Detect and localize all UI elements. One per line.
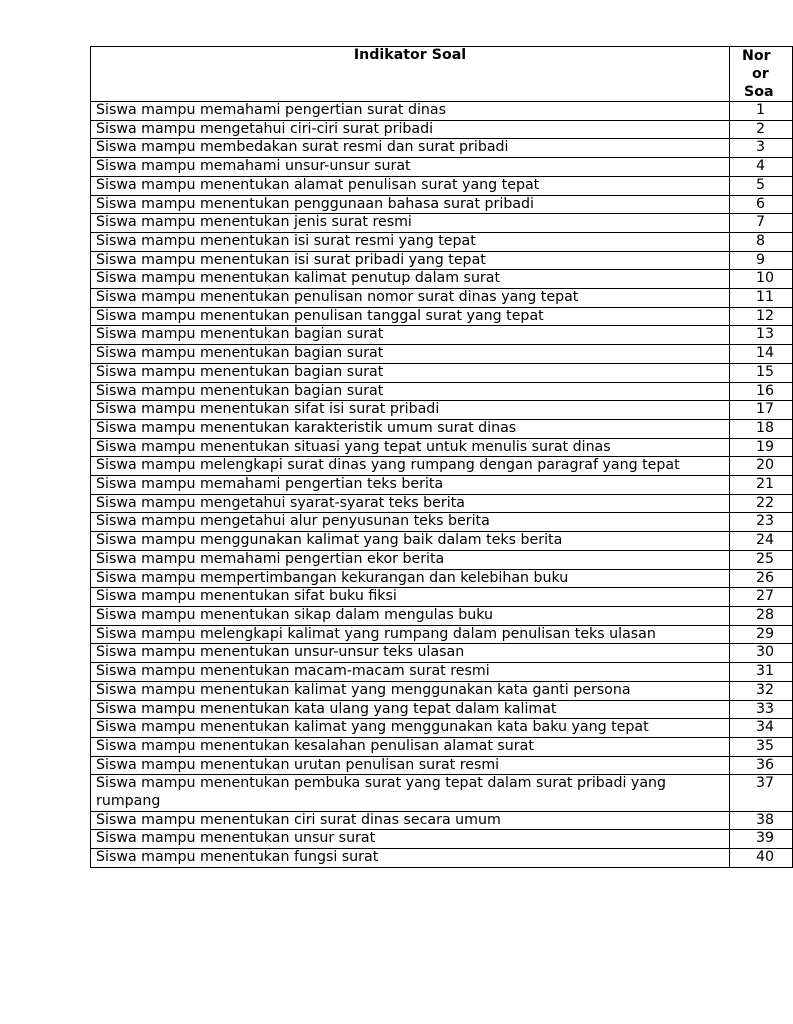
question-number-cell: 15 [730, 363, 793, 382]
indicator-table [90, 46, 793, 868]
table-row [91, 569, 793, 588]
table-row [91, 775, 793, 811]
indicator-cell: Siswa mampu menentukan alamat penulisan surat yang tepat [91, 176, 730, 195]
question-number-cell: 13 [730, 326, 793, 345]
question-number-cell: 11 [730, 289, 793, 308]
indicator-cell: Siswa mampu menentukan bagian surat [91, 363, 730, 382]
question-number-cell: 37 [730, 775, 793, 811]
indicator-cell: Siswa mampu memahami pengertian teks berita [91, 476, 730, 495]
table-row [91, 681, 793, 700]
table-row [91, 176, 793, 195]
indicator-cell: Siswa mampu menentukan kalimat yang menggunakan kata ganti persona [91, 681, 730, 700]
question-number-cell: 17 [730, 401, 793, 420]
indicator-cell: Siswa mampu membedakan surat resmi dan surat pribadi [91, 139, 730, 158]
question-number-cell: 26 [730, 569, 793, 588]
table-row [91, 289, 793, 308]
question-number-cell: 22 [730, 494, 793, 513]
indicator-cell: Siswa mampu mempertimbangan kekurangan dan kelebihan buku [91, 569, 730, 588]
table-row [91, 251, 793, 270]
question-number-cell: 25 [730, 550, 793, 569]
indicator-cell: Siswa mampu menentukan kalimat penutup dalam surat [91, 270, 730, 289]
table-row [91, 663, 793, 682]
question-number-column-header [730, 47, 793, 102]
question-number-cell: 38 [730, 811, 793, 830]
indicator-cell: Siswa mampu menentukan kalimat yang menggunakan kata baku yang tepat [91, 719, 730, 738]
question-number-cell: 31 [730, 663, 793, 682]
indicator-cell: Siswa mampu memahami unsur-unsur surat [91, 158, 730, 177]
question-number-cell: 19 [730, 438, 793, 457]
indicator-cell: Siswa mampu menentukan penulisan tanggal surat yang tepat [91, 307, 730, 326]
indicator-cell: Siswa mampu menentukan sifat isi surat pribadi [91, 401, 730, 420]
indicator-cell: Siswa mampu menentukan kata ulang yang tepat dalam kalimat [91, 700, 730, 719]
indicator-cell: Siswa mampu menentukan penggunaan bahasa surat pribadi [91, 195, 730, 214]
question-number-cell: 5 [730, 176, 793, 195]
table-row [91, 625, 793, 644]
number-header-line: or [752, 66, 769, 82]
question-number-cell: 39 [730, 830, 793, 849]
table-body [91, 102, 793, 868]
table-row [91, 419, 793, 438]
question-number-cell: 34 [730, 719, 793, 738]
table-row [91, 438, 793, 457]
question-number-cell: 4 [730, 158, 793, 177]
indicator-cell: Siswa mampu menentukan karakteristik umum surat dinas [91, 419, 730, 438]
indicator-column-header: Indikator Soal [91, 47, 730, 102]
indicator-cell: Siswa mampu menentukan urutan penulisan surat resmi [91, 756, 730, 775]
indicator-cell: Siswa mampu menentukan situasi yang tepat untuk menulis surat dinas [91, 438, 730, 457]
question-number-cell: 29 [730, 625, 793, 644]
indicator-cell: Siswa mampu menggunakan kalimat yang baik dalam teks berita [91, 532, 730, 551]
indicator-cell: Siswa mampu menentukan kesalahan penulisan alamat surat [91, 737, 730, 756]
table-row [91, 644, 793, 663]
table-row [91, 120, 793, 139]
question-number-cell: 23 [730, 513, 793, 532]
table-row [91, 849, 793, 868]
indicator-cell: Siswa mampu menentukan sikap dalam mengulas buku [91, 606, 730, 625]
table-row [91, 532, 793, 551]
indicator-cell: Siswa mampu menentukan penulisan nomor surat dinas yang tepat [91, 289, 730, 308]
indicator-cell: Siswa mampu melengkapi kalimat yang rumpang dalam penulisan teks ulasan [91, 625, 730, 644]
table-row [91, 700, 793, 719]
table-row [91, 363, 793, 382]
indicator-cell: Siswa mampu menentukan bagian surat [91, 345, 730, 364]
question-number-cell: 10 [730, 270, 793, 289]
table-row [91, 195, 793, 214]
question-number-cell: 8 [730, 232, 793, 251]
indicator-cell: Siswa mampu memahami pengertian surat dinas [91, 102, 730, 121]
indicator-cell: Siswa mampu menentukan ciri surat dinas secara umum [91, 811, 730, 830]
table-row [91, 719, 793, 738]
question-number-cell: 24 [730, 532, 793, 551]
question-number-cell: 27 [730, 588, 793, 607]
question-number-cell: 33 [730, 700, 793, 719]
indicator-cell: Siswa mampu menentukan jenis surat resmi [91, 214, 730, 233]
question-number-cell: 7 [730, 214, 793, 233]
table-row [91, 494, 793, 513]
indicator-cell: Siswa mampu menentukan pembuka surat yang tepat dalam surat pribadi yang rumpang [91, 775, 730, 811]
indicator-cell: Siswa mampu melengkapi surat dinas yang rumpang dengan paragraf yang tepat [91, 457, 730, 476]
indicator-cell: Siswa mampu menentukan isi surat resmi yang tepat [91, 232, 730, 251]
question-number-cell: 2 [730, 120, 793, 139]
table-row [91, 345, 793, 364]
table-row [91, 756, 793, 775]
question-number-cell: 36 [730, 756, 793, 775]
question-number-cell: 40 [730, 849, 793, 868]
question-number-cell: 9 [730, 251, 793, 270]
table-row [91, 102, 793, 121]
indicator-cell: Siswa mampu mengetahui alur penyusunan teks berita [91, 513, 730, 532]
question-number-cell: 21 [730, 476, 793, 495]
question-number-cell: 1 [730, 102, 793, 121]
indicator-cell: Siswa mampu menentukan bagian surat [91, 326, 730, 345]
question-number-cell: 32 [730, 681, 793, 700]
indicator-cell: Siswa mampu menentukan isi surat pribadi yang tepat [91, 251, 730, 270]
indicator-cell: Siswa mampu mengetahui ciri-ciri surat pribadi [91, 120, 730, 139]
table-row [91, 811, 793, 830]
table-row [91, 139, 793, 158]
question-number-cell: 35 [730, 737, 793, 756]
indicator-cell: Siswa mampu menentukan unsur-unsur teks ulasan [91, 644, 730, 663]
number-header-line: Nor [742, 48, 771, 64]
number-header-line: Soa [744, 84, 774, 100]
table-row [91, 606, 793, 625]
question-number-cell: 28 [730, 606, 793, 625]
indicator-cell: Siswa mampu menentukan macam-macam surat resmi [91, 663, 730, 682]
table-row [91, 401, 793, 420]
table-row [91, 476, 793, 495]
question-number-cell: 12 [730, 307, 793, 326]
table-row [91, 307, 793, 326]
table-row [91, 232, 793, 251]
question-number-cell: 6 [730, 195, 793, 214]
question-number-cell: 18 [730, 419, 793, 438]
indicator-cell: Siswa mampu menentukan bagian surat [91, 382, 730, 401]
question-number-cell: 14 [730, 345, 793, 364]
question-number-cell: 30 [730, 644, 793, 663]
indicator-cell: Siswa mampu memahami pengertian ekor berita [91, 550, 730, 569]
table-row [91, 830, 793, 849]
indicator-cell: Siswa mampu menentukan sifat buku fiksi [91, 588, 730, 607]
table-row [91, 326, 793, 345]
table-row [91, 214, 793, 233]
indicator-cell: Siswa mampu menentukan fungsi surat [91, 849, 730, 868]
table-row [91, 737, 793, 756]
table-row [91, 382, 793, 401]
table-row [91, 513, 793, 532]
table-row [91, 588, 793, 607]
question-number-cell: 16 [730, 382, 793, 401]
table-header-row [91, 47, 793, 102]
question-number-cell: 20 [730, 457, 793, 476]
indicator-cell: Siswa mampu menentukan unsur surat [91, 830, 730, 849]
table-row [91, 158, 793, 177]
table-row [91, 270, 793, 289]
indicator-cell: Siswa mampu mengetahui syarat-syarat teks berita [91, 494, 730, 513]
table-row [91, 457, 793, 476]
question-number-cell: 3 [730, 139, 793, 158]
table-row [91, 550, 793, 569]
